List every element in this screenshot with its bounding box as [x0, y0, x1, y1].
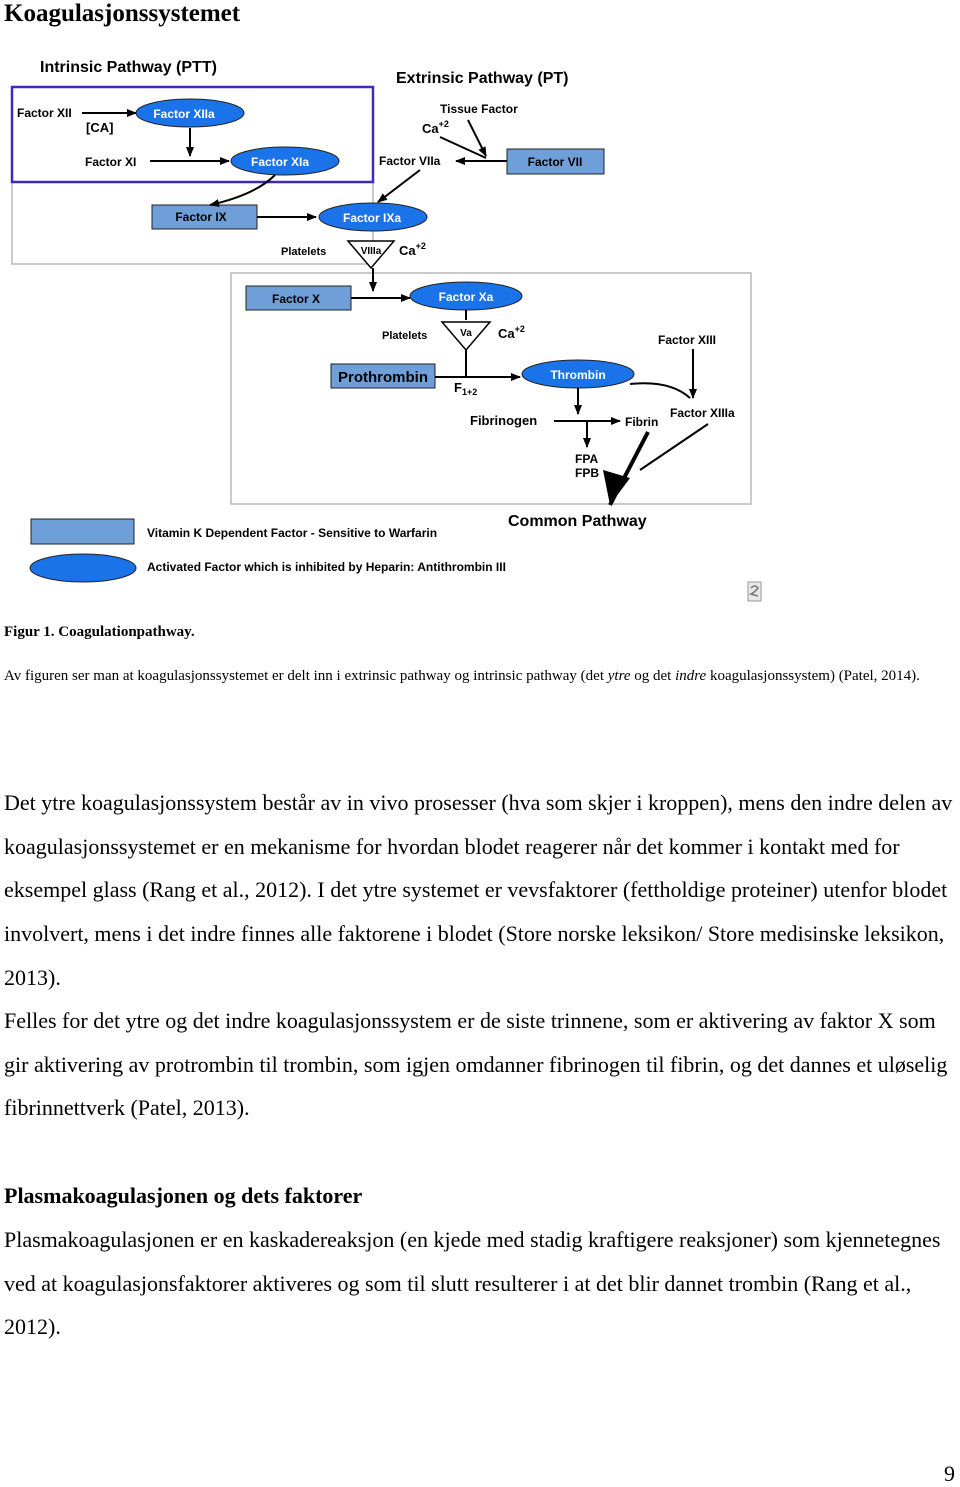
fibrin-label: Fibrin [625, 415, 659, 429]
ca2-1-label: $Ca^{+2}$ [399, 241, 426, 258]
legend-box-swatch [31, 519, 134, 544]
figure-label: Figur 1. Coagulationpathway. [4, 624, 195, 640]
factor-ix-label: Factor IX [175, 210, 227, 224]
fibrinogen-label: Fibrinogen [470, 413, 538, 428]
coagulation-diagram [0, 40, 960, 610]
factor-xia-label: Factor XIa [250, 155, 310, 169]
page-number: 9 [944, 1461, 955, 1486]
factor-xa-label: Factor Xa [438, 290, 494, 304]
factor-ixa-label: Factor IXa [342, 211, 402, 225]
legend-activated-label: Activated Factor which is inhibited by Heparin: Antithrombin III [147, 560, 506, 574]
ca2-extrinsic-label: $Ca^{+2}$ [422, 119, 449, 136]
factor-x-label: Factor X [271, 292, 321, 306]
va-label: Va [460, 328, 472, 339]
paragraph-3: Plasmakoagulasjonen er en kaskadereaksjon (en kjede med stadig kraftigere reaksjoner) som kjennetegnes ved at koagulasjonsfaktorer aktiveres og som til slutt resulterer i at det blir dannet trombin (Rang et al., 2012). [4, 1227, 941, 1340]
factor-xii-label: Factor XII [17, 106, 72, 120]
platelets-2-label: Platelets [382, 330, 428, 342]
tissue-factor-label: Tissue Factor [440, 102, 518, 116]
factor-xiiia-label: Factor XIIIa [670, 406, 735, 420]
legend-vitk-label: Vitamin K Dependent Factor - Sensitive to Warfarin [147, 526, 438, 540]
f12-label: $F_{1+2}$ [454, 380, 478, 397]
corner-logo-icon [748, 582, 761, 601]
paragraph-1: Det ytre koagulasjonssystem består av in vivo prosesser (hva som skjer i kroppen), mens den indre delen av koagulasjonssystemet er en mekanisme for hvordan blodet reagerer når det kommer i kontakt med for eksempel glass (Rang et al., 2012). I det ytre systemet er vevsfaktorer (fettholdige proteiner) utenfor blodet involvert, mens i det indre finnes alle faktorene i blodet (Store norske leksikon/ Store medisinske leksikon, 2013). [4, 790, 953, 990]
fpa-label: FPA [575, 452, 599, 466]
ca2-2-label: $Ca^{+2}$ [498, 324, 525, 341]
section-heading: Plasmakoagulasjonen og dets faktorer [4, 1183, 363, 1208]
viiia-label: VIIIa [360, 246, 382, 257]
common-title: Common Pathway [508, 513, 647, 530]
extrinsic-title: Extrinsic Pathway (PT) [396, 70, 569, 87]
factor-xiia-label: Factor XIIa [153, 107, 215, 121]
figure-caption: Av figuren ser man at koagulasjonssystemet er delt inn i extrinsic pathway og intrinsic pathway (det ytre og det indre koagulasjonssystem) (Patel, 2014). [4, 668, 920, 684]
platelets-1-label: Platelets [281, 246, 327, 258]
factor-viia-label: Factor VIIa [379, 154, 441, 168]
page-title: Koagulasjonssystemet [4, 0, 241, 27]
legend-oval-swatch [30, 554, 136, 582]
ca-bracket-label: [CA] [86, 120, 114, 135]
factor-vii-label: Factor VII [527, 155, 583, 169]
intrinsic-title: Intrinsic Pathway (PTT) [40, 59, 217, 76]
factor-xi-label: Factor XI [85, 155, 137, 169]
paragraph-2: Felles for det ytre og det indre koagulasjonssystem er de siste trinnene, som er aktivering av faktor X som gir aktivering av protrombin til trombin, som igjen omdanner fibrinogen til fibrin, og det dannes et uløselig fibrinnettverk (Patel, 2013). [4, 1008, 948, 1121]
prothrombin-label: Prothrombin [338, 369, 428, 386]
thrombin-label: Thrombin [550, 368, 606, 382]
factor-xiii-label: Factor XIII [658, 333, 717, 347]
fpb-label: FPB [575, 466, 599, 480]
